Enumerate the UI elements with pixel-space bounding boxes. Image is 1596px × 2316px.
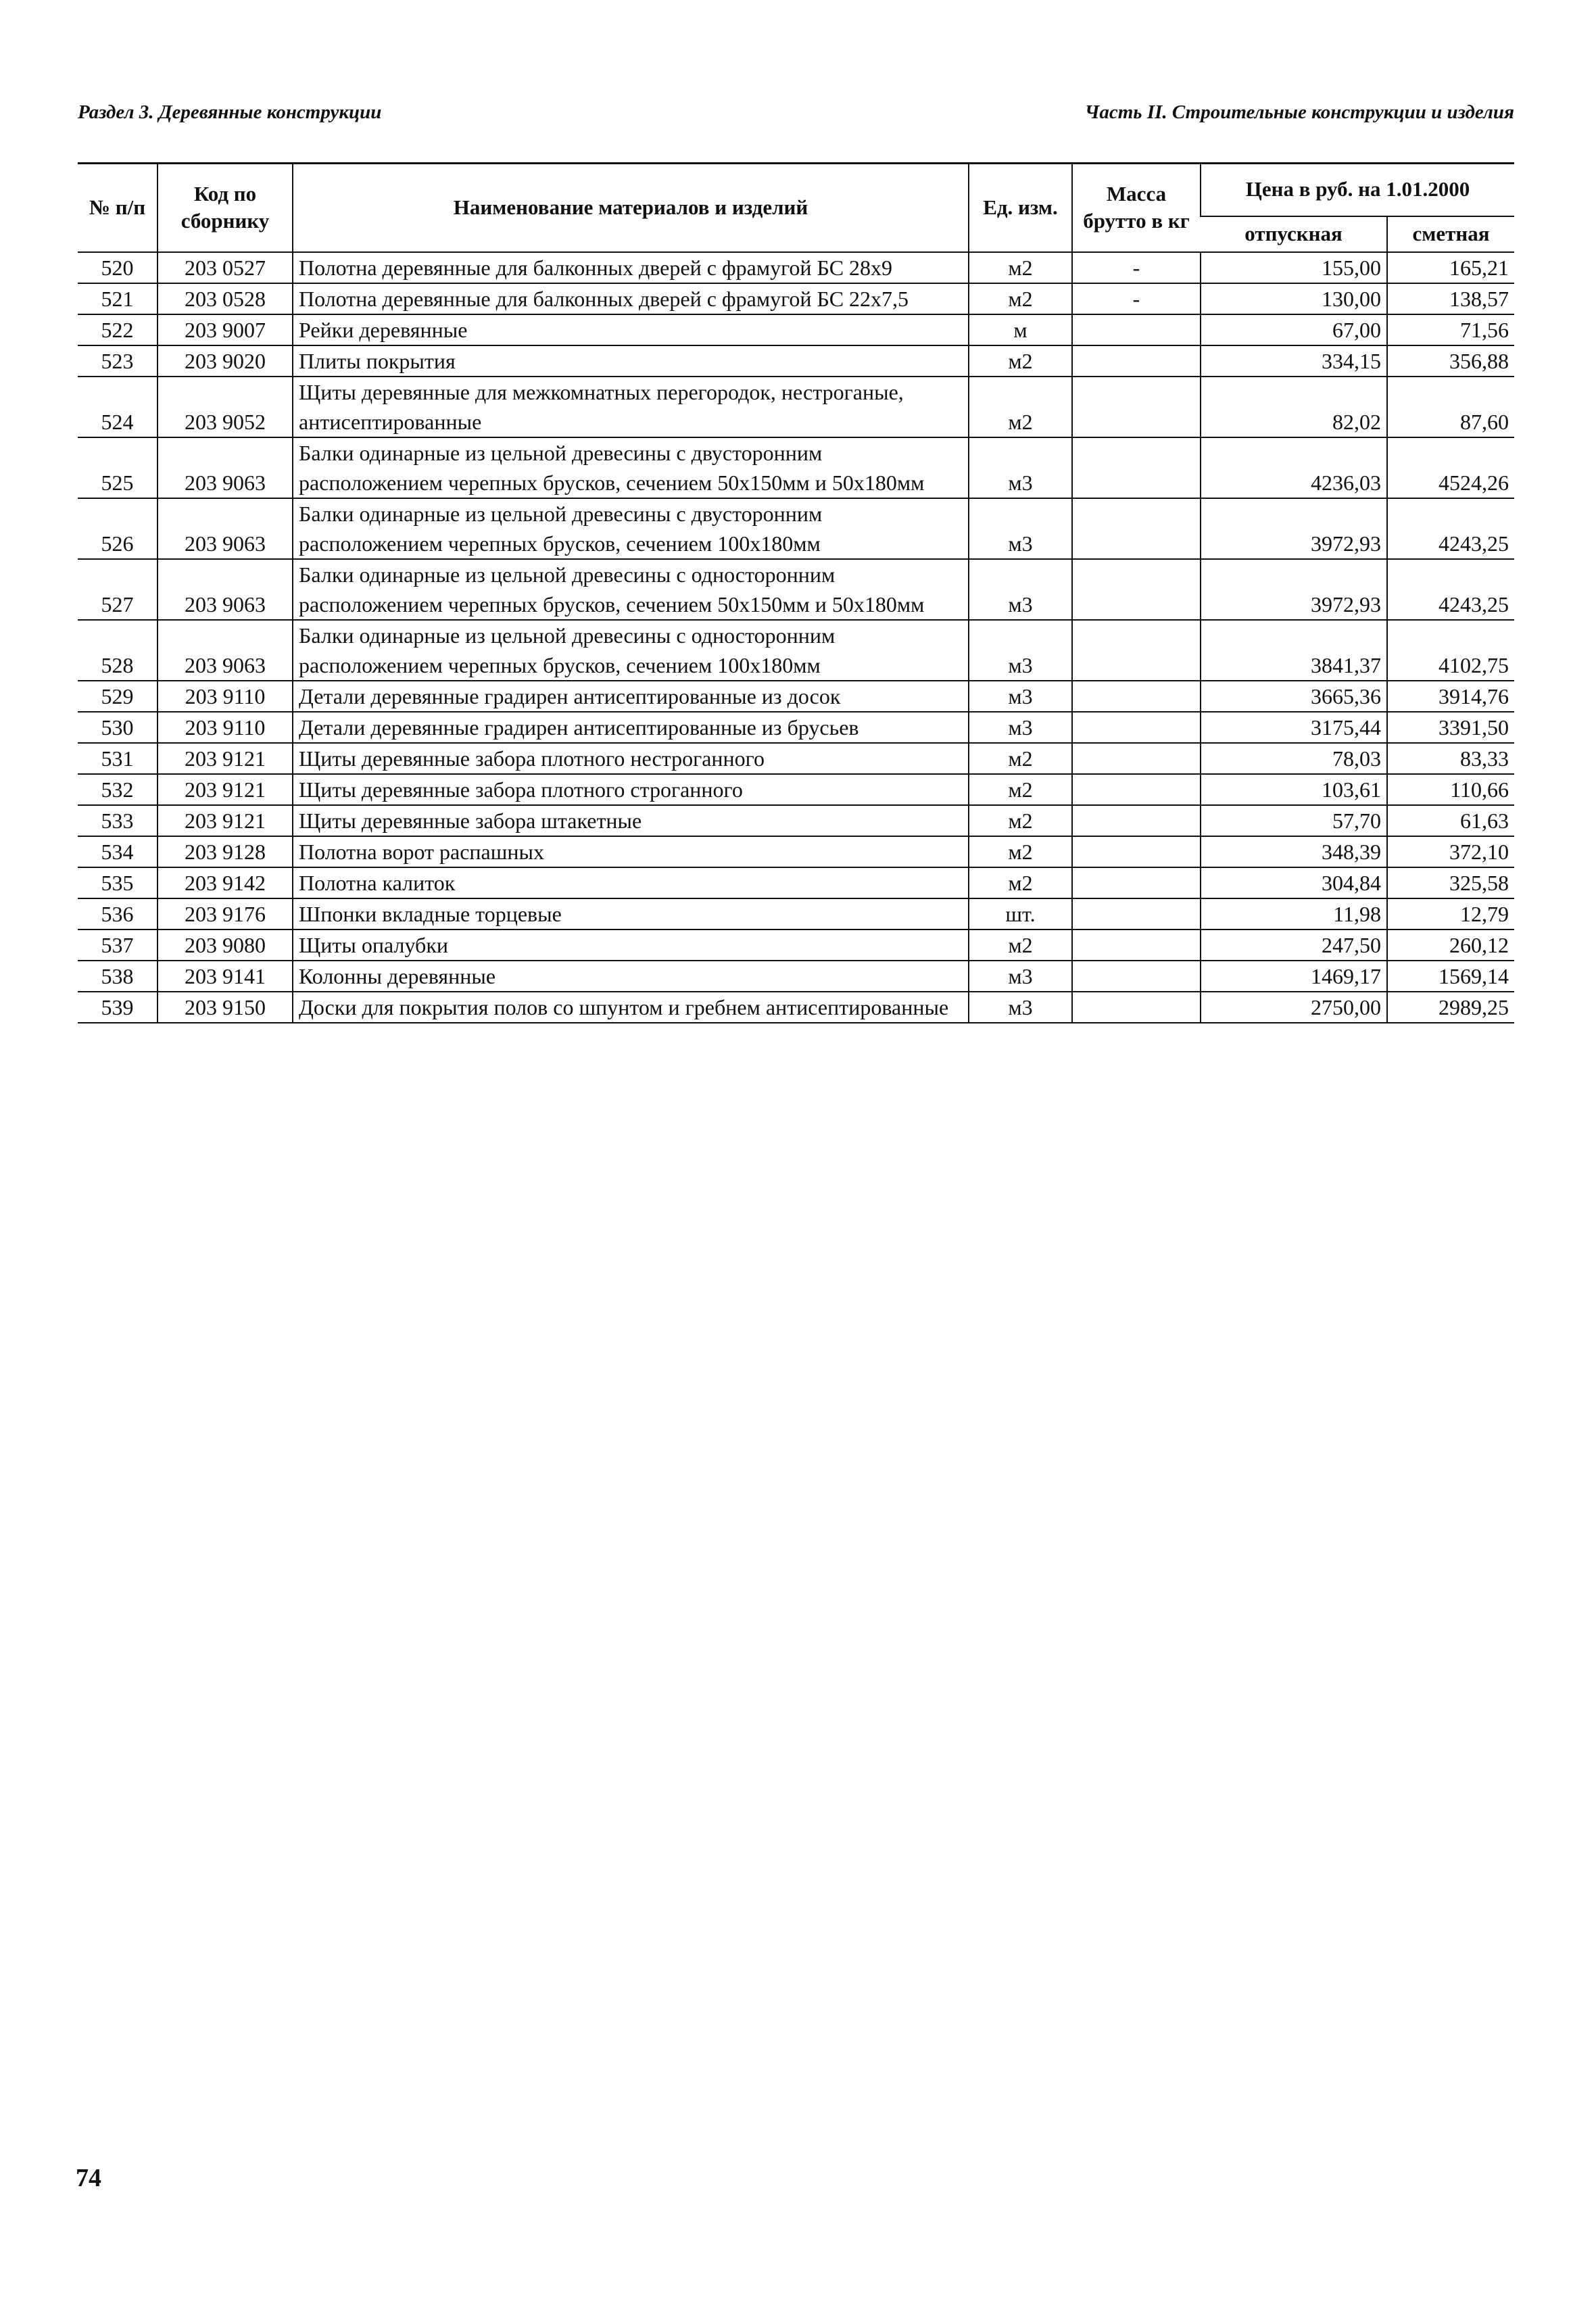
row-price-release: 3972,93: [1201, 498, 1387, 559]
row-mass: [1072, 898, 1201, 930]
section-title: Раздел 3. Деревянные конструкции: [78, 101, 382, 123]
col-header-code: Код по сборнику: [158, 164, 293, 252]
table-row: [78, 992, 1514, 1023]
table-row: [78, 314, 1514, 345]
row-number: 521: [78, 283, 158, 314]
row-code: 203 9063: [158, 559, 293, 620]
row-name: Доски для покрытия полов со шпунтом и гребнем антисептированные: [293, 992, 969, 1023]
row-price-release: 130,00: [1201, 283, 1387, 314]
row-number: 524: [78, 377, 158, 437]
table-row: [78, 961, 1514, 992]
row-number: 536: [78, 898, 158, 930]
table-row: [78, 898, 1514, 930]
row-price-release: 247,50: [1201, 930, 1387, 961]
row-name: Щиты деревянные забора плотного строганного: [293, 774, 969, 805]
table-header-row: [78, 164, 1514, 216]
table-row: [78, 620, 1514, 681]
row-price-estimate: 4243,25: [1387, 498, 1514, 559]
table-row: [78, 836, 1514, 867]
row-mass: [1072, 743, 1201, 774]
table-row: [78, 930, 1514, 961]
row-price-estimate: 3914,76: [1387, 681, 1514, 712]
row-code: 203 9007: [158, 314, 293, 345]
row-name: Полотна калиток: [293, 867, 969, 898]
row-price-estimate: 325,58: [1387, 867, 1514, 898]
col-header-unit: Ед. изм.: [969, 164, 1072, 252]
row-code: 203 9063: [158, 437, 293, 498]
price-table: [78, 164, 1514, 1023]
row-price-estimate: 61,63: [1387, 805, 1514, 836]
row-name: Щиты опалубки: [293, 930, 969, 961]
row-code: 203 9141: [158, 961, 293, 992]
row-name: Шпонки вкладные торцевые: [293, 898, 969, 930]
row-unit: м3: [969, 992, 1072, 1023]
row-unit: м3: [969, 681, 1072, 712]
row-number: 535: [78, 867, 158, 898]
page-number: 74: [76, 2164, 101, 2192]
row-price-estimate: 71,56: [1387, 314, 1514, 345]
row-name: Балки одинарные из цельной древесины с односторонним расположением черепных брусков, сечением 100х180мм: [293, 620, 969, 681]
row-unit: м2: [969, 867, 1072, 898]
row-code: 203 0527: [158, 252, 293, 283]
row-number: 523: [78, 345, 158, 377]
part-title: Часть II. Строительные конструкции и изделия: [1084, 101, 1514, 123]
row-price-estimate: 1569,14: [1387, 961, 1514, 992]
row-price-release: 334,15: [1201, 345, 1387, 377]
table-row: [78, 498, 1514, 559]
row-number: 528: [78, 620, 158, 681]
row-unit: м3: [969, 559, 1072, 620]
page-header: [78, 101, 1514, 135]
row-price-release: 3665,36: [1201, 681, 1387, 712]
row-code: 203 9142: [158, 867, 293, 898]
row-price-estimate: 165,21: [1387, 252, 1514, 283]
row-price-release: 11,98: [1201, 898, 1387, 930]
row-name: Полотна деревянные для балконных дверей с фрамугой БС 28х9: [293, 252, 969, 283]
row-unit: м3: [969, 712, 1072, 743]
row-number: 520: [78, 252, 158, 283]
row-code: 203 9052: [158, 377, 293, 437]
row-price-estimate: 110,66: [1387, 774, 1514, 805]
row-name: Щиты деревянные забора штакетные: [293, 805, 969, 836]
row-name: Рейки деревянные: [293, 314, 969, 345]
row-price-release: 155,00: [1201, 252, 1387, 283]
row-price-estimate: 87,60: [1387, 377, 1514, 437]
row-mass: [1072, 377, 1201, 437]
table-row: [78, 345, 1514, 377]
row-mass: [1072, 559, 1201, 620]
table-row: [78, 681, 1514, 712]
row-price-estimate: 372,10: [1387, 836, 1514, 867]
row-mass: [1072, 930, 1201, 961]
row-unit: м2: [969, 743, 1072, 774]
row-name: Плиты покрытия: [293, 345, 969, 377]
col-header-price-release: отпускная: [1201, 216, 1387, 252]
table-body: [78, 252, 1514, 1023]
table-row: [78, 252, 1514, 283]
row-name: Балки одинарные из цельной древесины с двусторонним расположением черепных брусков, сечением 100х180мм: [293, 498, 969, 559]
row-number: 526: [78, 498, 158, 559]
row-price-release: 1469,17: [1201, 961, 1387, 992]
row-price-release: 304,84: [1201, 867, 1387, 898]
table-row: [78, 743, 1514, 774]
table-row: [78, 712, 1514, 743]
row-name: Детали деревянные градирен антисептированные из брусьев: [293, 712, 969, 743]
row-mass: -: [1072, 252, 1201, 283]
row-code: 203 9176: [158, 898, 293, 930]
col-header-price-group: Цена в руб. на 1.01.2000: [1201, 164, 1514, 216]
row-price-estimate: 356,88: [1387, 345, 1514, 377]
col-header-price-estimate: сметная: [1387, 216, 1514, 252]
row-price-release: 67,00: [1201, 314, 1387, 345]
table-row: [78, 805, 1514, 836]
row-name: Колонны деревянные: [293, 961, 969, 992]
row-mass: [1072, 774, 1201, 805]
row-price-release: 2750,00: [1201, 992, 1387, 1023]
row-unit: м: [969, 314, 1072, 345]
row-price-release: 3972,93: [1201, 559, 1387, 620]
row-code: 203 9110: [158, 712, 293, 743]
row-code: 203 9150: [158, 992, 293, 1023]
row-mass: [1072, 498, 1201, 559]
row-unit: м3: [969, 437, 1072, 498]
row-number: 534: [78, 836, 158, 867]
row-number: 539: [78, 992, 158, 1023]
row-code: 203 0528: [158, 283, 293, 314]
col-header-num: № п/п: [78, 164, 158, 252]
row-name: Щиты деревянные забора плотного нестроганного: [293, 743, 969, 774]
row-price-release: 3175,44: [1201, 712, 1387, 743]
row-unit: м3: [969, 961, 1072, 992]
row-price-estimate: 260,12: [1387, 930, 1514, 961]
row-price-estimate: 4102,75: [1387, 620, 1514, 681]
row-unit: м2: [969, 805, 1072, 836]
row-name: Полотна деревянные для балконных дверей с фрамугой БС 22х7,5: [293, 283, 969, 314]
row-name: Щиты деревянные для межкомнатных перегородок, нестроганые, антисептированные: [293, 377, 969, 437]
row-unit: м3: [969, 498, 1072, 559]
row-price-release: 82,02: [1201, 377, 1387, 437]
row-unit: м2: [969, 377, 1072, 437]
row-code: 203 9121: [158, 743, 293, 774]
row-code: 203 9080: [158, 930, 293, 961]
row-price-estimate: 138,57: [1387, 283, 1514, 314]
row-price-estimate: 83,33: [1387, 743, 1514, 774]
row-number: 533: [78, 805, 158, 836]
row-price-estimate: 2989,25: [1387, 992, 1514, 1023]
table-row: [78, 867, 1514, 898]
row-unit: м2: [969, 930, 1072, 961]
row-price-estimate: 4524,26: [1387, 437, 1514, 498]
row-mass: [1072, 437, 1201, 498]
col-header-mass: Масса брутто в кг: [1072, 164, 1201, 252]
row-number: 527: [78, 559, 158, 620]
table-row: [78, 377, 1514, 437]
row-price-estimate: 4243,25: [1387, 559, 1514, 620]
row-code: 203 9110: [158, 681, 293, 712]
table-row: [78, 283, 1514, 314]
row-code: 203 9121: [158, 774, 293, 805]
row-price-release: 3841,37: [1201, 620, 1387, 681]
row-number: 529: [78, 681, 158, 712]
col-header-name: Наименование материалов и изделий: [293, 164, 969, 252]
row-unit: шт.: [969, 898, 1072, 930]
row-unit: м2: [969, 283, 1072, 314]
row-mass: -: [1072, 283, 1201, 314]
row-name: Полотна ворот распашных: [293, 836, 969, 867]
table-row: [78, 559, 1514, 620]
row-mass: [1072, 805, 1201, 836]
row-unit: м3: [969, 620, 1072, 681]
row-mass: [1072, 345, 1201, 377]
row-code: 203 9063: [158, 498, 293, 559]
row-unit: м2: [969, 774, 1072, 805]
row-price-estimate: 3391,50: [1387, 712, 1514, 743]
row-name: Балки одинарные из цельной древесины с двусторонним расположением черепных брусков, сечением 50х150мм и 50х180мм: [293, 437, 969, 498]
row-price-release: 103,61: [1201, 774, 1387, 805]
row-price-release: 348,39: [1201, 836, 1387, 867]
row-price-release: 57,70: [1201, 805, 1387, 836]
row-code: 203 9128: [158, 836, 293, 867]
row-name: Детали деревянные градирен антисептированные из досок: [293, 681, 969, 712]
row-number: 532: [78, 774, 158, 805]
row-mass: [1072, 992, 1201, 1023]
table-row: [78, 774, 1514, 805]
row-code: 203 9063: [158, 620, 293, 681]
row-number: 531: [78, 743, 158, 774]
row-unit: м2: [969, 345, 1072, 377]
row-number: 525: [78, 437, 158, 498]
row-code: 203 9121: [158, 805, 293, 836]
row-unit: м2: [969, 252, 1072, 283]
row-price-release: 78,03: [1201, 743, 1387, 774]
row-mass: [1072, 712, 1201, 743]
row-price-release: 4236,03: [1201, 437, 1387, 498]
row-price-estimate: 12,79: [1387, 898, 1514, 930]
row-mass: [1072, 681, 1201, 712]
row-mass: [1072, 867, 1201, 898]
row-number: 537: [78, 930, 158, 961]
row-number: 538: [78, 961, 158, 992]
row-name: Балки одинарные из цельной древесины с односторонним расположением черепных брусков, сечением 50х150мм и 50х180мм: [293, 559, 969, 620]
row-code: 203 9020: [158, 345, 293, 377]
row-mass: [1072, 961, 1201, 992]
row-mass: [1072, 620, 1201, 681]
row-number: 530: [78, 712, 158, 743]
row-mass: [1072, 836, 1201, 867]
row-number: 522: [78, 314, 158, 345]
row-mass: [1072, 314, 1201, 345]
table-row: [78, 437, 1514, 498]
row-unit: м2: [969, 836, 1072, 867]
